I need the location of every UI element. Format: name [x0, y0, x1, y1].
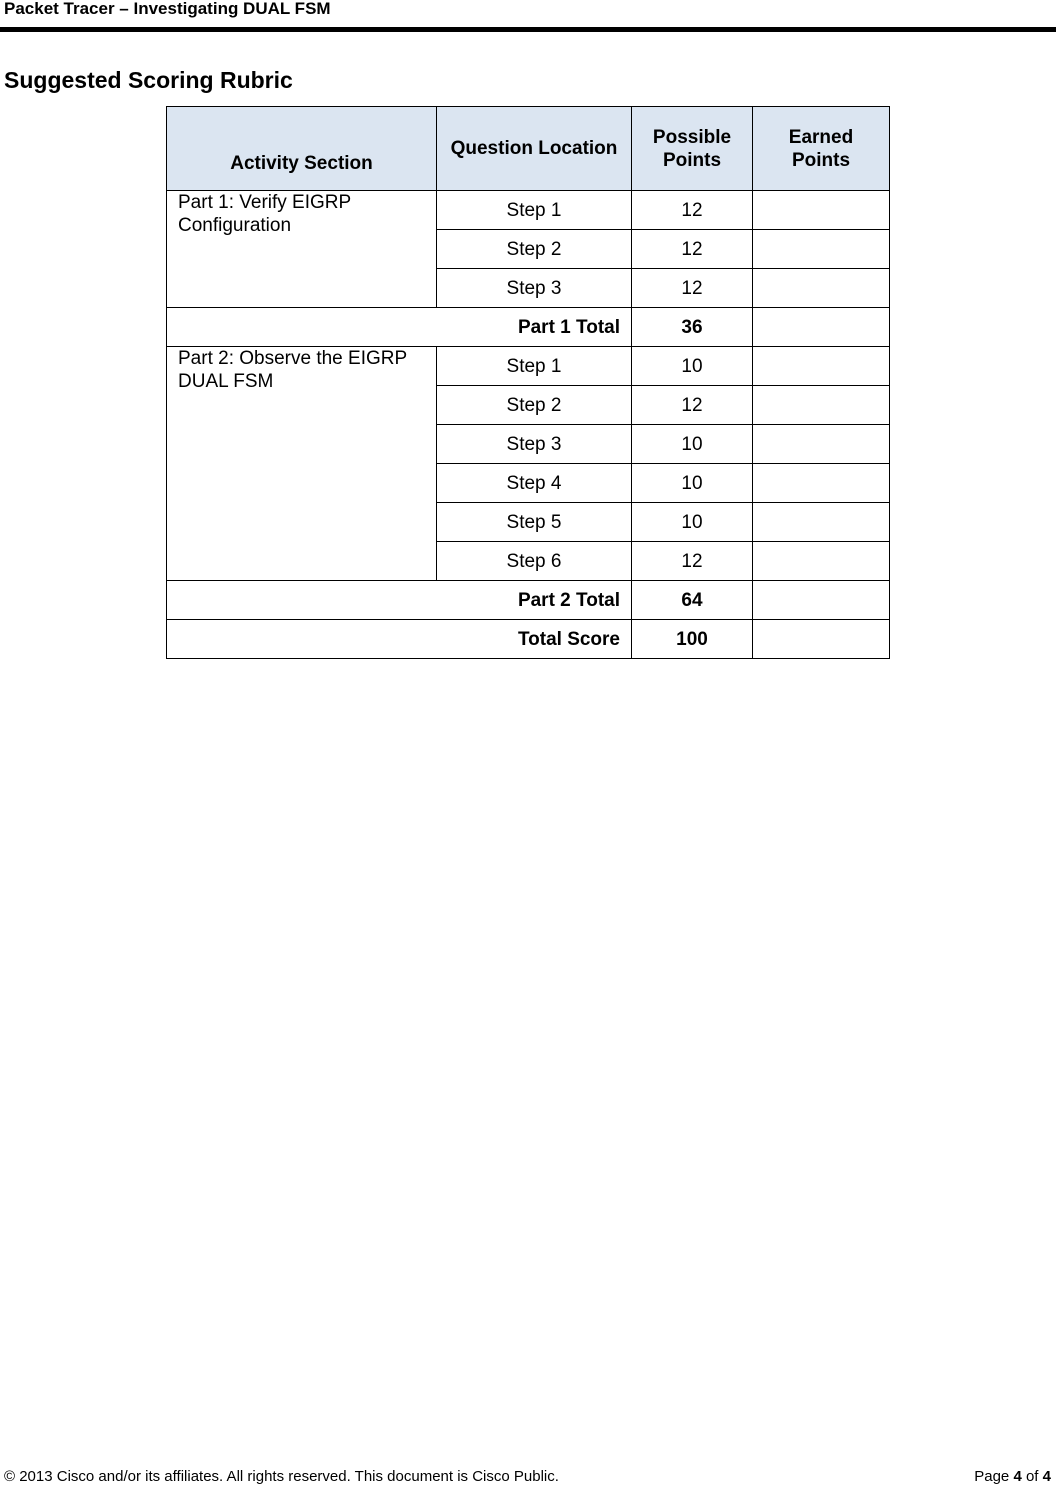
scoring-rubric-table	[166, 106, 890, 659]
footer-copyright: © 2013 Cisco and/or its affiliates. All rights reserved. This document is Cisco Public.	[4, 1468, 559, 1485]
earned-points-cell[interactable]	[753, 191, 890, 230]
possible-points-cell: 12	[632, 386, 753, 425]
question-location-cell: Step 2	[437, 386, 632, 425]
part1-total-row	[167, 308, 890, 347]
document-header-title: Packet Tracer – Investigating DUAL FSM	[4, 0, 331, 18]
page-prefix: Page	[974, 1468, 1010, 1485]
grand-total-label: Total Score	[167, 620, 632, 659]
earned-points-cell[interactable]	[753, 464, 890, 503]
page-current: 4	[1013, 1468, 1022, 1485]
part2-section-label: Part 2: Observe the EIGRP DUAL FSM	[167, 347, 437, 581]
earned-points-cell[interactable]	[753, 230, 890, 269]
table-row	[167, 347, 890, 386]
grand-total-row	[167, 620, 890, 659]
part1-total-label: Part 1 Total	[167, 308, 632, 347]
question-location-cell: Step 1	[437, 191, 632, 230]
possible-points-cell: 10	[632, 464, 753, 503]
column-header-earned-points: Earned Points	[753, 107, 890, 191]
possible-points-cell: 12	[632, 542, 753, 581]
grand-total-value: 100	[632, 620, 753, 659]
possible-points-cell: 10	[632, 425, 753, 464]
possible-points-cell: 10	[632, 503, 753, 542]
possible-points-cell: 12	[632, 269, 753, 308]
question-location-cell: Step 4	[437, 464, 632, 503]
column-header-question-location: Question Location	[437, 107, 632, 191]
page-of: of	[1025, 1468, 1039, 1485]
part2-total-value: 64	[632, 581, 753, 620]
earned-points-cell[interactable]	[753, 542, 890, 581]
section-heading: Suggested Scoring Rubric	[4, 67, 293, 93]
earned-points-cell[interactable]	[753, 425, 890, 464]
part1-total-value: 36	[632, 308, 753, 347]
question-location-cell: Step 1	[437, 347, 632, 386]
question-location-cell: Step 3	[437, 425, 632, 464]
part2-total-label: Part 2 Total	[167, 581, 632, 620]
column-header-possible-points: Possible Points	[632, 107, 753, 191]
table-row	[167, 191, 890, 230]
possible-points-cell: 12	[632, 191, 753, 230]
possible-points-cell: 10	[632, 347, 753, 386]
earned-points-cell[interactable]	[753, 386, 890, 425]
page-total: 4	[1042, 1468, 1051, 1485]
possible-points-cell: 12	[632, 230, 753, 269]
question-location-cell: Step 3	[437, 269, 632, 308]
question-location-cell: Step 2	[437, 230, 632, 269]
grand-total-earned-cell[interactable]	[753, 620, 890, 659]
part2-total-earned-cell[interactable]	[753, 581, 890, 620]
earned-points-cell[interactable]	[753, 269, 890, 308]
part2-total-row	[167, 581, 890, 620]
earned-points-cell[interactable]	[753, 503, 890, 542]
earned-points-cell[interactable]	[753, 347, 890, 386]
question-location-cell: Step 5	[437, 503, 632, 542]
header-divider	[0, 27, 1056, 32]
column-header-activity-section: Activity Section	[167, 107, 437, 191]
part1-total-earned-cell[interactable]	[753, 308, 890, 347]
footer-page-number	[974, 1468, 1051, 1486]
table-header-row	[167, 107, 890, 191]
part1-section-label: Part 1: Verify EIGRP Configuration	[167, 191, 437, 308]
question-location-cell: Step 6	[437, 542, 632, 581]
